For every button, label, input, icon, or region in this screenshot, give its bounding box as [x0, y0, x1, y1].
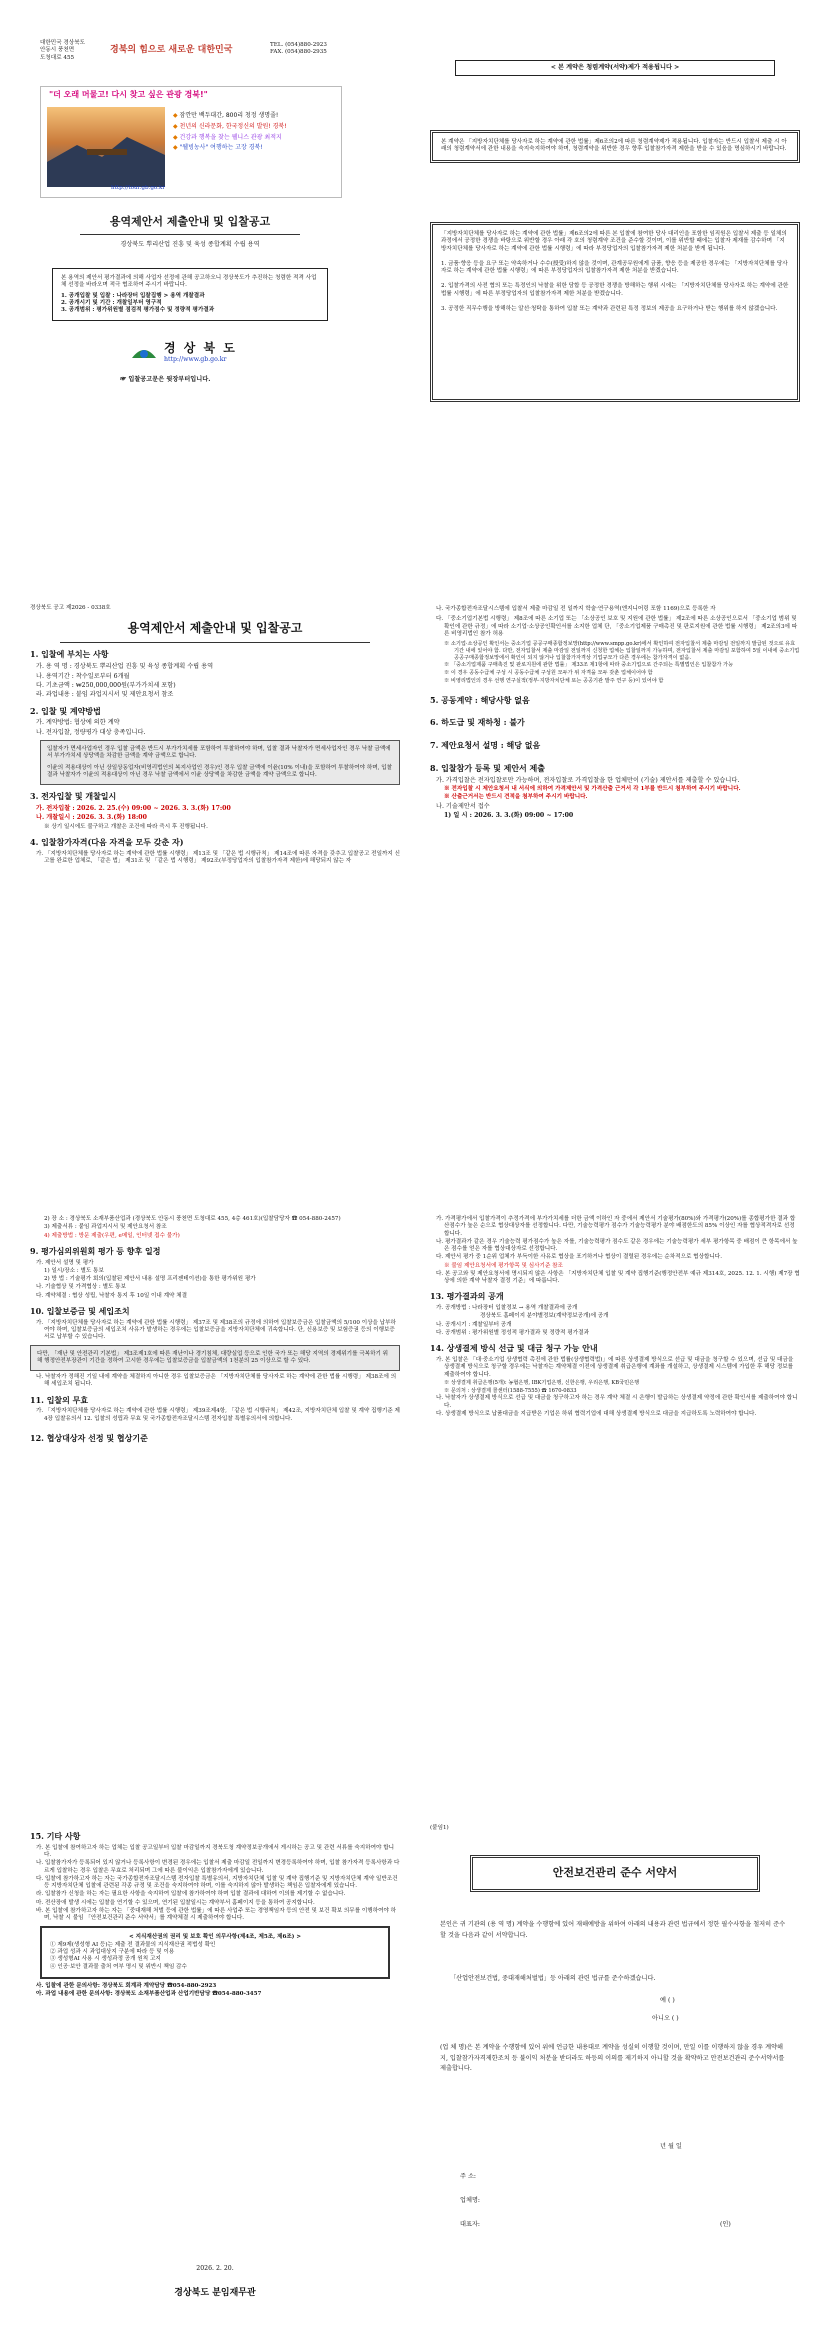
integrity-clause: 1. 금품·향응 등을 요구 또는 약속하거나 수수(授受)하지 않을 것이며, 관계공무원에게 금품, 향응 등을 제공한 경우에는 「지방자치단체를 당사자로 하는 계약에 관한 법률 시행령」에 따른 부정당업자의 입찰참가자격 제한 처분을 받겠습니다.	[441, 260, 788, 275]
section-heading: 6. 하도급 및 재하청 : 불가	[430, 717, 525, 728]
section-heading: 3. 전자입찰 및 개찰일시	[30, 791, 117, 802]
section-item: 바. 본 입찰에 참가하고자 하는 자는 「중대재해 처벌 등에 관한 법률」에 따른 사업주 또는 경영책임자 등의 안전 및 보건 확보 의무를 이행하여야 하며, 낙찰 시 불임 「안전보건관리 준수 서약서」를 계약체결 시 제출하여야 합니다.	[36, 1907, 397, 1922]
announcement-title: 용역제안서 제출안내 및 입찰공고	[127, 621, 303, 636]
section-item: 가. 용 역 명 : 경상북도 뿌리산업 진흥 및 육성 종합계획 수립 용역	[36, 663, 214, 671]
submission-place: 2) 장 소 : 경상북도 소재부품산업과 (경상북도 안동시 풍천면 도청대로 455, 4층 461호)(입찰담당자 ☎ 054-880-2457)	[44, 1216, 341, 1222]
section-item: 가. 제안서 설명 및 평가	[36, 1259, 94, 1266]
ip-rights-title: < 지식재산권의 권리 및 보호 확인 의무사항(제4조, 제5조, 제6조) >	[128, 1934, 302, 1941]
announcement-page-5	[30, 1825, 400, 2315]
integrity-clauses-box	[430, 222, 800, 402]
ip-rights-line: ④ 인공·보안 결과물 출처 여부 명시 및 위반시 책임 감수	[50, 1963, 187, 1970]
section-item: 나. 기술제안서 접수	[436, 802, 490, 810]
section-item: 가. 가격입찰은 전자입찰로만 가능하며, 전자입찰로 가격입찰을 한 업체만이 (기술) 제안서를 제출할 수 있습니다.	[436, 776, 740, 784]
section-item: 다. 상생결제 방식으로 납품대금을 지급받은 기업은 하위 협력기업에 대해 상생결제 방식으로 대금을 지급하도록 노력하여야 합니다.	[436, 1410, 757, 1417]
gb-url-link[interactable]: http://www.gb.go.kr	[164, 356, 227, 363]
gb-emblem-icon	[130, 340, 158, 362]
section-heading: 12. 협상대상자 선정 및 협상기준	[30, 1432, 148, 1443]
announcement-date: 2026. 2. 20.	[196, 2265, 234, 2272]
integrity-header: < 본 계약은 청렴계약(서약)제가 적용됩니다 >	[455, 60, 775, 76]
pledge-yes-checkbox[interactable]: 예 ( )	[660, 1997, 675, 2004]
tour-point: ◆ 잠깐만 백두대간, 800리 청정 생명줄!	[173, 112, 279, 119]
qualification-item: 나. 국가종합전자조달시스템에 입찰서 제출 마감일 전 일까지 학술·연구용역(엔지니어링 포함 1169)으로 등록한 자	[436, 606, 716, 612]
section-item: 가. 본 입찰은 「대·중소기업 상생협력 촉진에 관한 법률(상생협력법)」에 따른 상생결제 방식으로 선급 및 대금을 청구할 수 있으며, 선급 및 대금을 상생결제 방식으로 청구할 경우에는 낙찰자는 계약체결 이전에 상생결제 취급은행에 계좌를 개설하고, 상생결제 시스템에 가입한 후 해당 정보를 제출하여야 합니다.	[436, 1357, 794, 1378]
tour-point: ◆ "웰빙농사" 여행하는 고장 경북!	[173, 144, 263, 152]
announcement-page-2	[430, 605, 800, 821]
section-item: 가. 공개방법 : 나라장터 입찰정보 → 용역 개찰결과에 공개	[436, 1305, 578, 1312]
qualification-text: 가. 「지방자치단체를 당사자로 하는 계약에 관한 법률 시행령」 제13조 및 「같은 법 시행규칙」 제14조에 따른 자격을 갖추고 입찰공고 전일까지 신고를 완료한 업체로, 「같은 법」 제31조 및 「같은 법 시행령」 제92조(부정당업자의 입찰참가자격 제한)에 해당되지 않는 자	[36, 850, 400, 865]
address-line: 도청대로 455	[40, 54, 75, 61]
address-line: 안동시 풍천면	[40, 47, 75, 54]
section-heading: 11. 입찰의 무효	[30, 1394, 89, 1405]
pledge-law-line: 「산업안전보건법, 중대재해처벌법」등 아래의 관련 법규를 준수하겠습니다.	[450, 1975, 656, 1982]
section-item: 다. 제안서 평가 중 1순위 업체가 부득이한 사유로 협상을 포기하거나 협상이 결렬된 경우에는 순차적으로 협상합니다.	[436, 1254, 722, 1261]
section-item: 가. 본 입찰에 참여하고자 하는 업체는 입찰 공고일부터 입찰 마감일까지 경북도청 계약정보공개에서 게시하는 공고 및 관련 서류를 숙지하여야 합니다.	[36, 1844, 394, 1859]
slogan-text: 경북의 힘으로 새로운 대한민국	[110, 45, 233, 55]
notice-intro: 본 용역의 제안서 평가결과에 의해 사업자 선정에 관해 공고하오니 경상북도가 추진하는 청렴한 적격 사업체 선정을 바라오며 적극 협조하여 주시기 바랍니다.	[61, 275, 317, 289]
deposit-exception-box: 다만, 「재난 및 안전관리 기본법」 제3조제1호에 따른 재난이나 경기침체, 대량실업 등으로 인한 국가 또는 해당 지역의 경제위기를 극복하기 위해 행정안전부장관이 기간을 정하여 고시한 경우에는 입찰보증금을 입찰금액의 1천분의 25 이상으로 할 수 있다.	[30, 1345, 400, 1372]
section-note: ※ 불임 제안요청서에 평가항목 및 심사기준 참조	[444, 1262, 563, 1269]
pledge-intro: 본인은 귀 기관의 (용 역 명) 계약을 수행함에 있어 재해예방을 위하여 아래의 내용과 관련 법규에서 정한 필수사항을 철저히 준수할 것을 다음과 같이 서약합니다.	[440, 1921, 786, 1939]
integrity-page	[430, 40, 800, 410]
section-item: 나. 평가결과가 같은 경우 기술능력 평가점수가 높은 자를, 기술능력평가 점수도 같은 경우에는 기술능력평가 세부 평가항목 중 배점이 큰 항목에서 높은 점수를 얻은 자를 협상대상자로 선정합니다.	[436, 1238, 798, 1253]
section-heading: 14. 상생결제 방식 선급 및 대금 청구 가능 안내	[430, 1343, 598, 1354]
section-item: 가. 가격평가에서 입찰가격이 추정가격에 부가가치세를 더한 금액 이하인 자 중에서 제안서 기술평가(80%)와 가격평가(20%)를 종합평가한 결과 합산점수가 높은 순으로 협상대상자를 선정합니다. 다만, 기술능력평가 점수가 기술능력평가 분야 배점한도의 85% 이상인 자를 협상적격자로 선정합니다.	[436, 1216, 796, 1237]
doc-number: 경상북도 공고 제2026 - 0338호	[30, 605, 111, 611]
submission-method: 4) 제출방법 : 방문 제출(우편, e메일, 인터넷 접수 불가)	[44, 1232, 180, 1239]
cover-subtitle: 경상북도 뿌리산업 진흥 및 육성 종합계획 수립 용역	[120, 240, 260, 248]
section-note: ※ 상생결제 취급은행(5개): 농협은행, IBK기업은행, 신한은행, 우리은행, KB국민은행	[444, 1379, 640, 1386]
section-heading: 1. 입찰에 부치는 사항	[30, 649, 109, 660]
section-item: 다. 본 공고와 및 제안요청서에 명시되지 않은 사항은 「지방자치단체 입찰 및 계약 집행기준(행정안전부 예규 제314호, 2025. 12. 1. 시행) 제7장 협상에 의한 계약 낙찰자 결정 기준」에 따릅니다.	[436, 1270, 800, 1285]
notice-item: 3. 공개범위 : 평가위원별 점검적 평가점수 및 정량적 평가결과	[61, 307, 215, 314]
bid-period: 가. 전자입찰 : 2026. 2. 25.(수) 09:00 ~ 2026. 3. 3.(화) 17:00	[36, 805, 231, 813]
tourism-photo	[47, 107, 165, 187]
gb-name: 경 상 북 도	[164, 341, 237, 355]
tourism-banner-title: "더 오래 머물고! 다시 찾고 싶은 관광 경북!"	[49, 90, 208, 99]
ip-rights-line: ③ 생성형AI 사용 시 생성과정 공개 원칙 고지	[50, 1956, 161, 1963]
section-item: 다. 계약체결 : 협상 성립, 낙찰자 통지 후 10일 이내 계약 체결	[36, 1292, 187, 1299]
integrity-summary-box	[430, 130, 800, 163]
integrity-oath-text: 「지방자치단체를 당사자로 하는 계약에 관한 법률」제6조의2에 따른 본 입찰에 참여한 당사 대리인을 포함한 임직원은 입찰서 제출 등 일체의 과정에서 공정한 경쟁을 바탕으로 위반할 경우 아래 각 호의 청렴계약 조건을 준수할 것이며, 이를 위반할 때에는 입찰자 제재를 감수하며 「지방자치단체를 당사자로 하는 계약에 관한 법률 시행령」에 따라 부정당업자의 입찰참가자격 제한 처분을 받게 됩니다.	[441, 231, 787, 252]
landscape-illustration	[47, 107, 165, 187]
profit-notice-text: 이윤의 적용대상이 아닌 상일상동업자(비영리법인의 복지사업인 경우)인 경우 입찰 금액에 이윤(10% 이내)을 포함하여 투찰하여야 하며, 입찰 결과 낙찰자가 이윤의 적용대상이 아닌 경우 낙찰 금액에서 이윤 상당액을 차감한 금액을 계약 금액으로 합니다.	[47, 764, 393, 778]
section-heading: 13. 평가결과의 공개	[430, 1291, 504, 1302]
integrity-clause: 3. 공정한 직무수행을 방해하는 알선·청탁을 통하여 입찰 또는 계약과 관련된 특정 정보의 제공을 요구하거나 받는 행위를 하지 않겠습니다.	[441, 305, 778, 312]
section-heading: 15. 기타 사항	[30, 1831, 81, 1841]
section-heading: 10. 입찰보증금 및 세입조치	[30, 1305, 130, 1316]
section-item: 나. 용역기간 : 착수일로부터 6개월	[36, 672, 130, 680]
safety-pledge-page	[430, 1825, 800, 2315]
submission-documents: 3) 제출서류 : 붙임 과업지시서 및 제안요청서 참조	[44, 1224, 167, 1231]
sender-address	[40, 40, 100, 62]
qualification-note: ※ 「중소기업제품 구매촉진 및 판로지원에 관한 법률」 제33조 제1항에 따라 중소기업으로 간주되는 특별법인은 입찰참가 가능	[444, 662, 734, 669]
section-heading: 9. 평가심의위원회 평가 등 향후 일정	[30, 1245, 161, 1256]
cover-page	[30, 40, 360, 400]
section-heading: 4. 입찰참가자격(다음 자격을 모두 갖춘 자)	[30, 837, 184, 848]
attachment-tag: (붙임1)	[430, 1825, 449, 1831]
section-heading: 5. 공동계약 : 해당사항 없음	[430, 694, 530, 705]
contact-info	[270, 42, 327, 57]
qualification-note: ※ 비영리법인의 경우 선행 연구실적(정부·지방자치단체 또는 공공기관 발주 연구 등)이 있어야 함	[444, 677, 664, 684]
notice-item: 2. 공개시기 및 기간 : 개찰일부터 영구적	[61, 299, 162, 306]
pledge-title: 안전보건관리 준수 서약서	[470, 1855, 760, 1892]
section-item: 나. 입찰참가자가 등록되어 있지 않거나 등록사항이 변경된 경우에는 입찰서 제출 마감일 전일까지 변경등록하여야 하며, 입찰 참가자격 등록사항과 다르게 입찰하는 경우 입찰은 무효로 처리되며 그에 따른 불이익은 입찰참가자에게 있습니다.	[36, 1860, 400, 1874]
section-item: 나. 전자입찰, 정량평가 대상 충족입니다.	[36, 728, 146, 736]
tel-number: TEL. (054)880-2923	[270, 42, 327, 48]
tour-point: ◆ 천년의 신라문화, 한국정신의 발원! 경북!	[173, 122, 287, 130]
tax-notice-box	[40, 740, 400, 785]
section-item: 2) 방 법 : 기술평가 회의(입찰된 제안서 내용 설명 프리젠테이션)을 통한 평가위원 평가	[44, 1276, 256, 1283]
section-item: 라. 과업내용 : 붙임 과업지시서 및 제안요청서 참조	[36, 691, 174, 699]
section-item: 경상북도 홈페이지 분야별정보(계약정보공개)에 공개	[480, 1313, 609, 1320]
contact-line: 사. 입찰에 관한 문의사항: 경상북도 회계과 계약담당 ☎054-880-2923	[36, 1982, 217, 1989]
ip-rights-line: ② 과업 성과 시 과업대상지 구분에 따라 등 및 이용	[50, 1948, 175, 1955]
section-item: 다. 공개범위 : 평가위원별 정성적 평가결과 및 정량적 평가결과	[436, 1329, 589, 1336]
section-heading: 8. 입찰참가 등록 및 제안서 제출	[430, 762, 546, 773]
submission-time: 1) 일 시 : 2026. 3. 3.(화) 09:00 ~ 17:00	[444, 812, 574, 819]
invalid-bid-text: 가. 「지방자치단체를 당사자로 하는 계약에 관한 법률 시행령」 제39조제4항, 「같은 법 시행규칙」 제42조, 지방자치단체 입찰 및 계약 집행기준 제4장 입찰유의서 12. 입찰의 성립과 무효 및 국가종합전자조달시스템 전자입찰 특별유의서에 의합니다.	[36, 1408, 400, 1422]
ip-rights-line: ① 제9제(생성형 AI 등)는 제출 전 결과물의 지식재산권 적법성 확인	[50, 1941, 216, 1948]
tour-point: ◆ 건강과 행복을 찾는 웰니스 관광 최적지	[173, 133, 282, 141]
pledge-date[interactable]: 년 월 일	[660, 2143, 682, 2150]
opening-note: ※ 상기 일시에도 불구하고 개찰은 조건에 따라 즉시 후 진행됩니다.	[44, 823, 208, 830]
deposit-text: 나. 낙찰자가 정해진 기일 내에 계약을 체결하지 아니한 경우 입찰보증금은 「지방자치단체를 당사자로 하는 계약에 관한 법률 시행령」 제38조에 의해 세입조치 됩니다.	[36, 1374, 397, 1388]
tour-url-link[interactable]: http://tour.gb.go.kr	[111, 185, 166, 191]
integrity-clause: 2. 입찰가격의 사전 협의 또는 특정인의 낙찰을 위한 담합 등 공정한 경쟁을 방해하는 행위 시에는 「지방자치단체를 당사자로 하는 계약에 관한 법률 시행령」에 따른 부정당업자의 입찰참가자격 제한 처분을 받겠습니다.	[441, 283, 789, 297]
province-slogan-logo	[110, 44, 232, 56]
section-note: ※ 문의처 : 상생결제 콜센터(1588-7555) ☎ 1670-0833	[444, 1387, 577, 1394]
ip-rights-box	[40, 1926, 390, 1978]
announcement-page-1	[30, 605, 400, 866]
section-item: 나. 기술협상 및 가격협상 : 별도 통보	[36, 1284, 126, 1291]
deposit-text: 가. 「지방자치단체를 당사자로 하는 계약에 관한 법률 시행령」 제37조 및 제38조의 규정에 의하여 입찰보증금은 입찰금액의 5/100 이상을 납부하여야 하며, 입찰보증금의 세입조치 사유가 발생하는 경우에는 입찰보증금을 지방자치단체에 귀속합니다. 단, 신용보증 및 보험증권 등의 이행보증서로 납부할 수 있습니다.	[36, 1319, 396, 1341]
pledge-representative-field[interactable]: 대표자:	[460, 2221, 481, 2228]
section-item: 1) 일시/장소 : 별도 통보	[44, 1267, 104, 1274]
section-item: 나. 공개시기 : 계찰일부터 공개	[436, 1321, 512, 1328]
section-heading: 7. 제안요청서 설명 : 해당 없음	[430, 740, 541, 751]
address-line: 대한민국 경상북도	[40, 40, 86, 46]
qualification-note: ※ 소기업·소상공인 확인서는 중소기업 공공구매종합정보망(http://www.smpp.go.kr)에서 확인하여 전자입찰서 제출 마감일 전일까지 발급된 것으로 유효기간 내에 있어야 함. 다만, 전자입찰서 제출 마감일 전일까지 신청한 업체는 입찰일까지 가능하며, 전자입찰서 제출 마감일 포함하여 5일 이내에 중소기업 공공구매종합정보망에서 확인이 되지 않거나 입찰참가자격상 기업규모가 다른 경우에는 참가자격이 없음.	[444, 641, 800, 661]
pledge-address-field[interactable]: 주 소:	[460, 2173, 477, 2180]
qualification-note: ※ 이 경우 공동수급체 구성 시 공동수급체 구성원 모두가 위 자격을 모두 갖춘 업체이어야 함	[444, 670, 653, 677]
tax-notice-text: 입찰자가 면세사업자인 경우 입찰 금액은 반드시 부가가치세를 포함하여 투찰하여야 하며, 입찰 결과 낙찰자가 면세사업자인 경우 낙찰 금액에서 부가가치세 상당액을 차감한 금액을 계약 금액으로 합니다.	[47, 746, 391, 760]
contact-line: 아. 과업 내용에 관한 문의사항: 경상북도 소재부품산업과 산업기반담당 ☎054-880-3457	[36, 1991, 262, 1998]
section-item: 다. 기초금액 : ₩250,000,000원(부가가치세 포함)	[36, 681, 176, 689]
pledge-seal: (인)	[720, 2221, 731, 2228]
submission-note: ※ 전자입찰 시 제안요청서 내 서식에 의하여 가격제안서 및 가격산출 근거서 각 1부를 반드시 첨부하여 주시기 바랍니다.	[444, 786, 741, 793]
section-item: 가. 계약방법: 협상에 의한 계약	[36, 719, 120, 727]
submission-note: ※ 산출근거서는 반드시 견적을 첨부하여 주시기 바랍니다.	[444, 794, 588, 801]
pledge-commitment: (업 체 명)은 본 계약을 수행함에 있어 위에 언급한 내용대로 계약을 성실히 이행할 것이며, 만일 이를 이행하지 않을 경우 계약해지, 입찰참가자격제한조치 등 불이익 처분을 받더라도 하등의 이의를 제기하지 아니할 것을 확약하고 안전보건관리 준수서약서를 제출합니다.	[440, 2044, 785, 2073]
pledge-no-checkbox[interactable]: 아니오 ( )	[652, 2015, 679, 2022]
section-item: 나. 낙찰자가 상생결제 방식으로 선급 및 대금을 청구하고자 하는 경우 계약 체결 시 은행이 발급하는 상생결제 약정에 관한 확인서를 제출하여야 합니다.	[436, 1395, 798, 1409]
cover-title: 용역제안서 제출안내 및 입찰공고	[109, 215, 271, 228]
announcement-issuer: 경상북도 분임재무관	[174, 2288, 256, 2298]
pledge-company-field[interactable]: 업체명:	[460, 2197, 481, 2204]
announcement-page-4	[430, 1215, 800, 1419]
qualification-item: 다. 「중소기업기본법 시행령」 제8조에 따른 소기업 또는 「소상공인 보호 및 지원에 관한 법률」 제2조에 따른 소상공인으로서 「중소기업 범위 및 확인에 관한 규정」에 따라 소기업·소상공인확인서를 소지한 업체 단, 「중소기업제품 구매촉진 및 판로지원에 관한 법률 시행령」 제2조의3에 따른 비영리법인 참가 허용	[436, 616, 798, 637]
back-page-note: ☞ 입찰공고문은 뒷장부터입니다.	[120, 376, 211, 383]
section-heading: 2. 입찰 및 계약방법	[30, 705, 101, 716]
cover-notice-box	[52, 268, 328, 321]
fax-number: FAX. (054)880-2935	[270, 49, 327, 56]
announcement-page-3	[30, 1215, 400, 1447]
notice-item: 1. 공개입찰 및 입찰 : 나라장터 입찰집행 > 용역 개찰결과	[61, 292, 205, 299]
tourism-banner	[40, 86, 342, 198]
section-item: 다. 입찰에 참가하고자 하는 자는 국가종합전자조달시스템 전자입찰 특별유의서, 지방자치단체 입찰 및 계약 집행기준 및 지방자치단체 계약 일반조건 등 지방자치단체 입찰에 관련된 각종 규정 및 조건을 숙지하여야 하며, 이를 숙지하지 않아 발생하는 책임은 입찰자에게 있습니다.	[36, 1875, 398, 1890]
opening-time: 나. 개찰일시 : 2026. 3. 3.(화) 18:00	[36, 814, 147, 822]
section-item: 마. 전산장애 발생 시에는 입찰을 연기할 수 있으며, 연기된 입찰일시는 계약부서 홈페이지 등을 통하여 공지합니다.	[36, 1899, 315, 1906]
integrity-summary-text: 본 계약은 「지방자치단체를 당사자로 하는 계약에 관한 법률」제6조의2에 따른 청렴계약제가 적용됩니다. 입찰자는 반드시 입찰서 제출 시 아래의 청렴계약서에 관한 내용을 숙지숙지하여야 하며, 청렴계약을 위반한 경우 향후 입찰참가자격 제한을 받을 수 있음을 명심하시기 바랍니다.	[441, 139, 787, 153]
section-item: 라. 입찰참가 신청을 하는 자는 필요한 사항을 숙지하여 입찰에 참가하여야 하며 입찰 결과에 대하여 이의를 제기할 수 없습니다.	[36, 1891, 346, 1898]
